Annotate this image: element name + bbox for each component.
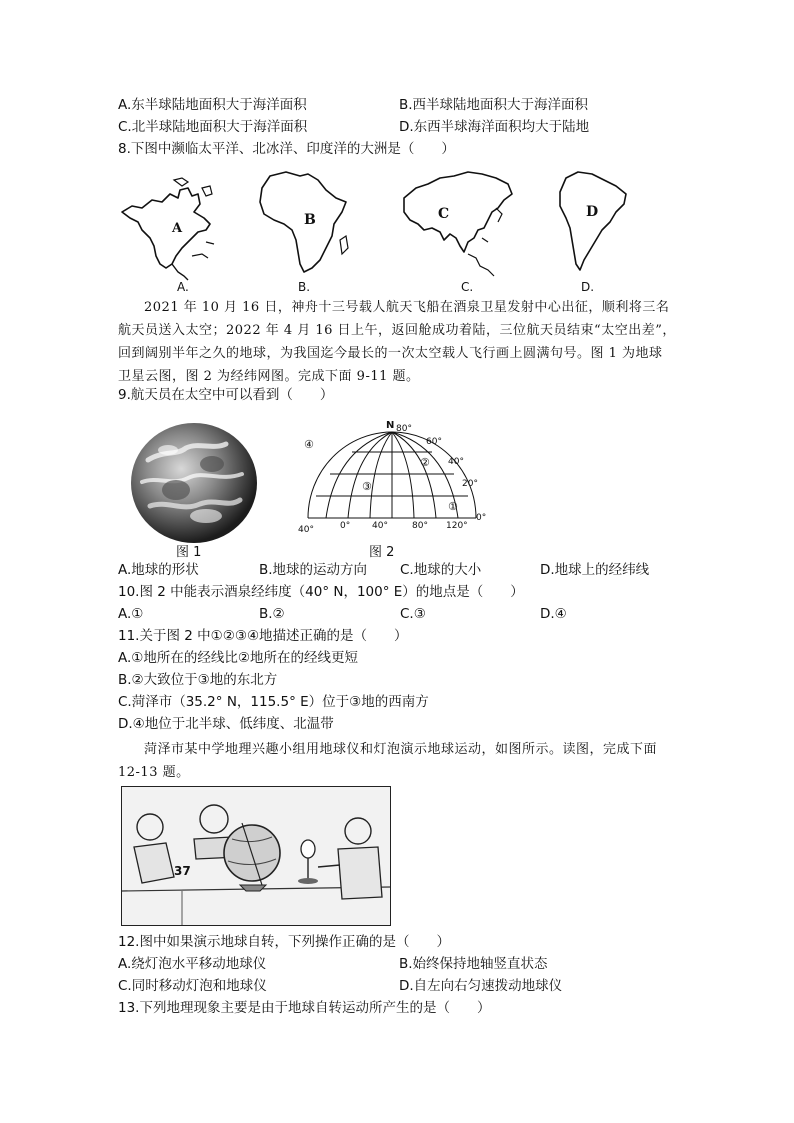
map-caption-a: A.	[177, 280, 189, 294]
latitude-label: 80°	[396, 424, 412, 434]
point-4-marker: ④	[304, 438, 314, 451]
latitude-label: 40°	[448, 457, 464, 467]
q12-option-c: C.同时移动灯泡和地球仪	[118, 978, 267, 994]
point-1-marker: ①	[448, 500, 458, 513]
map-caption-b: B.	[298, 280, 311, 294]
africa-map	[256, 168, 356, 278]
continent-letter-d: D	[586, 204, 599, 220]
north-america-map	[118, 172, 228, 282]
longitude-label: 120°	[446, 521, 468, 531]
south-america-map	[556, 168, 636, 274]
passage-line-2: 航天员送入太空；2022 年 4 月 16 日上午，返回舱成功着陆，三位航天员结束“太空出差”，	[118, 323, 676, 338]
continent-letter-a: A	[172, 221, 183, 236]
earth-satellite-image	[128, 420, 260, 546]
figure-2-caption: 图 2	[369, 545, 395, 560]
shirt-number: 37	[174, 864, 191, 878]
point-3-marker: ③	[362, 480, 372, 493]
q11-option-a: A.①地所在的经线比②地所在的经线更短	[118, 650, 358, 666]
q8-stem: 8.下图中濒临太平洋、北冰洋、印度洋的大洲是（ ）	[118, 141, 455, 157]
globe-demo-photo	[121, 786, 391, 926]
q11-option-d: D.④地位于北半球、低纬度、北温带	[118, 716, 334, 732]
q7-option-c: C.北半球陆地面积大于海洋面积	[118, 119, 308, 135]
continent-letter-c: C	[438, 206, 450, 222]
passage-line-3: 回到阔别半年之久的地球，为我国迄今最长的一次太空载人飞行画上圆满句号。图 1 为地球	[118, 346, 663, 361]
passage2-line-1: 菏泽市某中学地理兴趣小组用地球仪和灯泡演示地球运动，如图所示。读图，完成下面	[144, 742, 658, 757]
q7-option-b: B.西半球陆地面积大于海洋面积	[399, 97, 589, 113]
latitude-label: 20°	[462, 479, 478, 489]
map-caption-c: C.	[461, 280, 474, 294]
graticule-map	[296, 420, 487, 536]
q12-option-a: A.绕灯泡水平移动地球仪	[118, 956, 267, 972]
q11-option-c: C.菏泽市（35.2° N，115.5° E）位于③地的西南方	[118, 694, 429, 710]
q10-option-b: B.②	[259, 606, 285, 622]
q10-stem: 10.图 2 中能表示酒泉经纬度（40° N，100° E）的地点是（ ）	[118, 584, 524, 600]
q11-option-b: B.②大致位于③地的东北方	[118, 672, 278, 688]
passage-line-4: 卫星云图，图 2 为经纬网图。完成下面 9-11 题。	[118, 369, 420, 384]
q12-option-d: D.自左向右匀速拨动地球仪	[399, 978, 563, 994]
passage-line-1: 2021 年 10 月 16 日，神舟十三号载人航天飞船在酒泉卫星发射中心出征，顺利将三名	[144, 300, 670, 315]
q12-stem: 12.图中如果演示地球自转，下列操作正确的是（ ）	[118, 934, 450, 950]
q10-option-d: D.④	[540, 606, 567, 622]
longitude-label: 0°	[340, 521, 351, 531]
north-pole-label: N	[386, 420, 395, 431]
point-2-marker: ②	[420, 456, 430, 469]
figure-1-caption: 图 1	[176, 545, 202, 560]
q7-option-d: D.东西半球海洋面积均大于陆地	[399, 119, 590, 135]
passage2-line-2: 12-13 题。	[118, 765, 190, 780]
q12-option-b: B.始终保持地轴竖直状态	[399, 956, 548, 972]
q11-stem: 11.关于图 2 中①②③④地描述正确的是（ ）	[118, 628, 408, 644]
map-caption-d: D.	[581, 280, 595, 294]
q9-option-c: C.地球的大小	[400, 562, 482, 578]
q13-stem: 13.下列地理现象主要是由于地球自转运动所产生的是（ ）	[118, 1000, 491, 1016]
q10-option-a: A.①	[118, 606, 144, 622]
asia-map	[396, 168, 516, 280]
q10-option-c: C.③	[400, 606, 426, 622]
continent-letter-b: B	[304, 212, 316, 228]
q9-option-d: D.地球上的经纬线	[540, 562, 650, 578]
latitude-label: 0°	[476, 513, 487, 523]
q9-stem: 9.航天员在太空中可以看到（ ）	[118, 387, 334, 403]
longitude-label: 80°	[412, 521, 428, 531]
longitude-label: 40°	[372, 521, 388, 531]
q7-option-a: A.东半球陆地面积大于海洋面积	[118, 97, 307, 113]
longitude-label: 40°	[298, 525, 314, 535]
q9-option-b: B.地球的运动方向	[259, 562, 368, 578]
latitude-label: 60°	[426, 437, 442, 447]
q9-option-a: A.地球的形状	[118, 562, 199, 578]
